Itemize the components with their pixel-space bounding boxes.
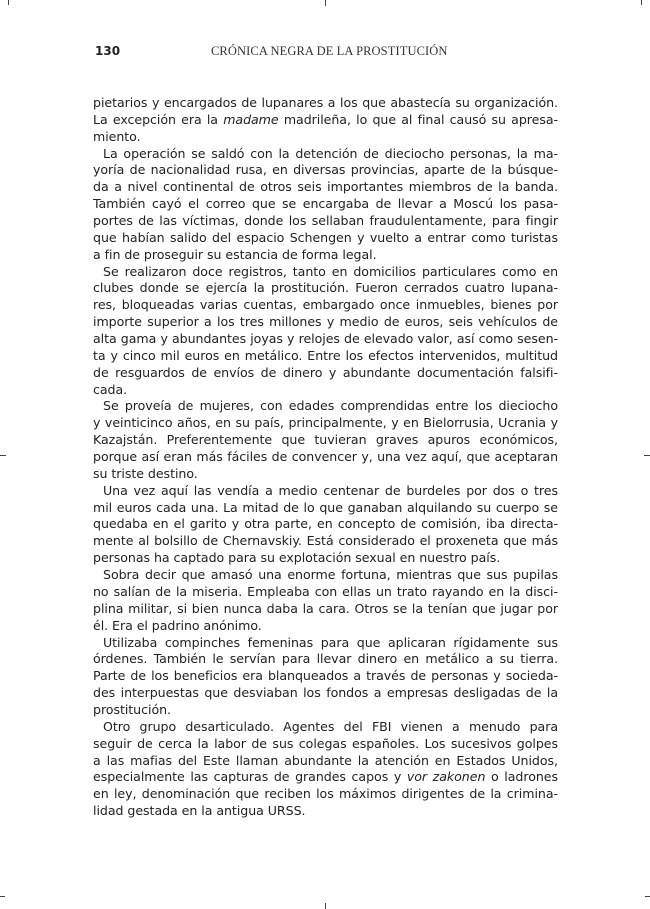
- text-line: [93, 415, 558, 432]
- text-line: [93, 584, 558, 601]
- text-segment: no salían de la miseria. Empleaba con ellas un trato rayando en la disci-: [93, 583, 558, 599]
- text-segment: Kazajstán. Preferentemente que tuvieran graves apuros económicos,: [93, 432, 558, 448]
- text-line: [93, 685, 558, 702]
- text-segment: La excepción era la: [93, 111, 224, 127]
- text-segment: porque así eran más fáciles de convencer y, una vez aquí, que aceptaran: [93, 449, 558, 465]
- text-line: [93, 719, 558, 736]
- text-segment: prostitución.: [93, 701, 171, 717]
- text-segment: que habían salido del espacio Schengen y vuelto a entrar como turistas: [93, 229, 558, 245]
- page-number: 130: [95, 44, 121, 58]
- text-line: [93, 280, 558, 297]
- text-line: [93, 331, 558, 348]
- text-line: [93, 382, 558, 399]
- text-line: [93, 651, 558, 668]
- text-line: [93, 786, 558, 803]
- text-segment: mente al bolsillo de Chernavskiy. Está considerado el proxeneta que más: [93, 533, 558, 549]
- paragraph: [93, 264, 558, 399]
- text-segment: yoría de nacionalidad rusa, en diversas provincias, aparte de la búsque-: [93, 162, 558, 178]
- text-segment: También cayó el correo que se encargaba de llevar a Moscú los pasa-: [93, 196, 558, 212]
- text-segment: alta gama y abundantes joyas y relojes de elevado valor, así como sesen-: [93, 331, 558, 347]
- text-line: [93, 483, 558, 500]
- crop-mark-corner-tr: [641, 0, 642, 5]
- text-segment: Una vez aquí las vendía a medio centenar de burdeles por dos o tres: [103, 482, 558, 498]
- text-line: [93, 449, 558, 466]
- text-segment: miento.: [93, 128, 141, 144]
- text-line: [93, 348, 558, 365]
- text-segment: Sobra decir que amasó una enorme fortuna, mientras que sus pupilas: [103, 567, 558, 583]
- text-segment: plina militar, si bien nunca daba la cara. Otros se la tenían que jugar por: [93, 600, 558, 616]
- text-line: [93, 432, 558, 449]
- text-segment: él. Era el padrino anónimo.: [93, 617, 262, 633]
- italic-text: vor zakonen: [406, 769, 486, 785]
- text-line: [93, 567, 558, 584]
- paragraph: [93, 635, 558, 719]
- text-segment: Utilizaba compinches femeninas para que aplicaran rígidamente sus: [103, 634, 558, 650]
- text-segment: Otro grupo desarticulado. Agentes del FBI vienen a menudo para: [103, 718, 558, 734]
- text-line: [93, 516, 558, 533]
- text-line: [93, 601, 558, 618]
- text-segment: Se proveía de mujeres, con edades comprendidas entre los dieciocho: [103, 398, 558, 414]
- text-line: [93, 466, 558, 483]
- text-line: [93, 365, 558, 382]
- paragraph: [93, 398, 558, 482]
- text-line: [93, 398, 558, 415]
- paragraph: [93, 567, 558, 634]
- text-line: [93, 129, 558, 146]
- text-line: [93, 753, 558, 770]
- text-segment: madrileña, lo que al final causó su apresa-: [278, 111, 559, 127]
- crop-mark-corner-tl: [8, 0, 9, 5]
- text-segment: su triste destino.: [93, 465, 198, 481]
- text-segment: y veinticinco años, en su país, principalmente, y en Bielorrusia, Ucrania y: [93, 415, 558, 431]
- text-segment: seguir de cerca la labor de sus colegas españoles. Los sucesivos golpes: [93, 735, 558, 751]
- crop-mark-top: [325, 0, 326, 6]
- text-segment: Parte de los beneficios era blanqueados a través de personas y socieda-: [93, 668, 558, 684]
- paragraph: [93, 483, 558, 567]
- text-line: [93, 803, 558, 820]
- text-line: [93, 196, 558, 213]
- text-line: [93, 264, 558, 281]
- paragraph: [93, 95, 558, 146]
- text-segment: da a nivel continental de otros seis importantes miembros de la banda.: [93, 179, 558, 195]
- text-segment: quedaba en el garito y otra parte, en concepto de comisión, iba directa-: [93, 516, 558, 532]
- text-segment: des interpuestas que desviaban los fondos a empresas desligadas de la: [93, 685, 558, 701]
- crop-mark-corner-br: [645, 896, 650, 897]
- paragraph: [93, 146, 558, 264]
- text-line: [93, 179, 558, 196]
- text-line: [93, 635, 558, 652]
- text-line: [93, 146, 558, 163]
- paragraph: [93, 719, 558, 820]
- text-segment: en ley, denominación que reciben los máximos dirigentes de la crimina-: [93, 786, 558, 802]
- text-segment: Se realizaron doce registros, tanto en domicilios particulares como en: [103, 263, 558, 279]
- text-line: [93, 162, 558, 179]
- text-segment: o ladrones: [485, 769, 558, 785]
- crop-mark-left: [0, 455, 6, 456]
- running-title: CRÓNICA NEGRA DE LA PROSTITUCIÓN: [211, 44, 448, 58]
- text-line: [93, 533, 558, 550]
- text-segment: a fin de proseguir su estancia de forma legal.: [93, 246, 377, 262]
- text-segment: de resguardos de envíos de dinero y abundante documentación falsifi-: [93, 364, 558, 380]
- text-segment: mil euros cada una. La mitad de lo que ganaban alquilando su cuerpo se: [93, 499, 558, 515]
- text-segment: especialmente las capturas de grandes capos y: [93, 769, 407, 785]
- text-segment: ta y cinco mil euros en metálico. Entre los efectos intervenidos, multitud: [93, 347, 558, 363]
- body-text: [93, 95, 558, 820]
- text-segment: lidad gestada en la antigua URSS.: [93, 803, 306, 819]
- text-line: [93, 769, 558, 786]
- text-segment: clubes donde se ejercía la prostitución. Fueron cerrados cuatro lupana-: [93, 280, 558, 296]
- text-line: [93, 297, 558, 314]
- text-line: [93, 618, 558, 635]
- text-segment: personas ha captado para su explotación sexual en nuestro país.: [93, 550, 501, 566]
- crop-mark-right: [644, 455, 650, 456]
- text-segment: órdenes. También le servían para llevar dinero en metálico a su tierra.: [93, 651, 558, 667]
- text-segment: cada.: [93, 381, 128, 397]
- text-line: [93, 314, 558, 331]
- text-segment: portes de las víctimas, donde los sellaban fraudulentamente, para fingir: [93, 213, 558, 229]
- text-segment: a las mafias del Este llaman abundante la atención en Estados Unidos,: [93, 752, 558, 768]
- text-segment: importe superior a los tres millones y medio de euros, seis vehículos de: [93, 314, 558, 330]
- text-line: [93, 702, 558, 719]
- text-line: [93, 230, 558, 247]
- text-line: [93, 550, 558, 567]
- text-line: [93, 213, 558, 230]
- text-line: [93, 247, 558, 264]
- crop-mark-bottom: [325, 903, 326, 909]
- text-line: [93, 500, 558, 517]
- text-segment: pietarios y encargados de lupanares a los que abastecía su organización.: [93, 95, 558, 110]
- text-line: [93, 668, 558, 685]
- crop-mark-corner-bl: [0, 896, 5, 897]
- text-segment: La operación se saldó con la detención de dieciocho personas, la ma-: [103, 145, 558, 161]
- text-segment: res, bloqueadas varias cuentas, embargado once inmuebles, bienes por: [93, 297, 558, 313]
- text-line: [93, 736, 558, 753]
- text-line: [93, 112, 558, 129]
- italic-text: madame: [223, 111, 279, 127]
- text-line: [93, 95, 558, 112]
